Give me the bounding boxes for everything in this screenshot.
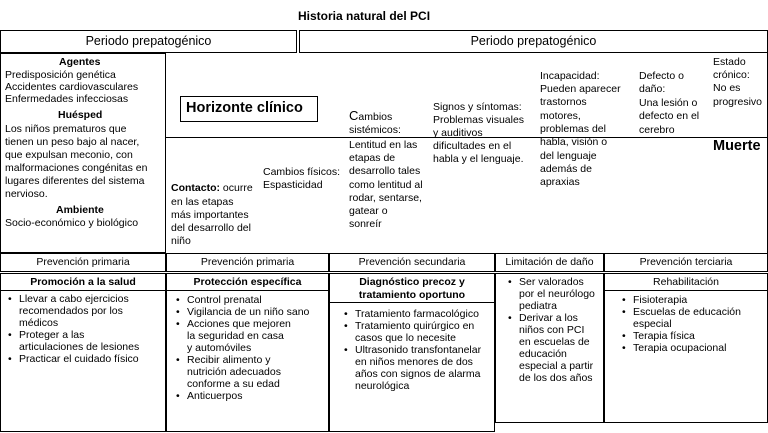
huesped-line: tienen un peso bajo al nacer, <box>5 136 140 148</box>
defecto-line: Defecto o <box>639 70 684 82</box>
contacto-line-first <box>171 182 253 194</box>
list-item: • Tratamiento quirúrgico en casos que lo necesite <box>355 320 494 344</box>
incapacidad-line: Pueden aparecer <box>540 83 621 95</box>
contacto-line: en las etapas <box>171 196 234 208</box>
ambiente-line: Socio-económico y biológico <box>5 217 139 229</box>
agentes-line: Enfermedades infecciosas <box>5 93 129 105</box>
signos-line: dificultades en el <box>433 140 512 152</box>
agentes-line: Accidentes cardiovasculares <box>5 81 139 93</box>
cambios-sistemicos-line: rodar, sentarse, <box>349 192 422 204</box>
list-item: • Tratamiento farmacológico <box>355 308 494 320</box>
contacto-line: más importantes <box>171 209 249 221</box>
promocion-header: Promoción a la salud <box>0 273 166 291</box>
defecto-line: defecto en el <box>639 110 700 122</box>
limitacion-list <box>504 276 604 384</box>
rehabilitacion-list <box>618 294 766 354</box>
list-item: • Recibir alimento y nutrición adecuados conforme a su edad <box>187 354 328 390</box>
list-item: • Derivar a los niños con PCI en escuelas de educación especial a partir de los dos años <box>519 312 604 384</box>
incapacidad-line: trastornos <box>540 96 587 108</box>
prevention-header-5: Prevención terciaria <box>604 253 768 272</box>
huesped-line: nervioso. <box>5 188 48 200</box>
header-prepathogenic-right: Periodo prepatogénico <box>299 30 768 53</box>
list-item: • Terapia física <box>633 330 766 342</box>
incapacidad-line: habla, visión o <box>540 136 608 148</box>
proteccion-header: Protección específica <box>166 273 329 291</box>
cambios-sistemicos-line: gatear o <box>349 205 388 217</box>
cambios-sistemicos-title-line2: sistémicos: <box>349 124 401 136</box>
contacto-line: niño <box>171 235 191 247</box>
incapacidad-line: motores, <box>540 110 581 122</box>
agentes-title: Agentes <box>59 56 101 68</box>
cambios-sistemicos-line: Lentitud en las <box>349 139 418 151</box>
cambios-sistemicos-line: como lentitud al <box>349 179 423 191</box>
horizon-label: Horizonte clínico <box>186 100 303 116</box>
ambiente-title: Ambiente <box>56 204 104 216</box>
incapacidad-line: apraxias <box>540 176 580 188</box>
header-prepathogenic-left: Periodo prepatogénico <box>0 30 297 53</box>
huesped-line: Los niños prematuros que <box>5 123 127 135</box>
cambios-sistemicos-line: sonreír <box>349 218 382 230</box>
contacto-first: ocurre <box>222 182 253 194</box>
estado-line: No es <box>713 82 741 94</box>
incapacidad-line: del lenguaje <box>540 150 597 162</box>
list-item: • Ultrasonido transfontanelar en niños menores de dos años con signos de alarma neurológica <box>355 344 494 392</box>
muerte-label: Muerte <box>713 138 761 154</box>
incapacidad-line: problemas del <box>540 123 606 135</box>
prevention-header-1: Prevención primaria <box>0 253 166 272</box>
promocion-list <box>4 293 164 365</box>
contacto-label: Contacto: <box>171 182 220 194</box>
cambios-sistemicos-line: etapas de <box>349 152 396 164</box>
list-item: • Terapia ocupacional <box>633 342 766 354</box>
agentes-line: Predisposición genética <box>5 69 116 81</box>
list-item: • Fisioterapia <box>633 294 766 306</box>
defecto-line: Una lesión o <box>639 97 698 109</box>
signos-line: Signos y síntomas: <box>433 101 522 113</box>
list-item: • Ser valorados por el neurólogo pediatra <box>519 276 604 312</box>
cambios-sistemicos-title: Cambios <box>349 108 393 123</box>
list-item: • Control prenatal <box>187 294 328 306</box>
list-item: • Acciones que mejoren la seguridad en casa y automóviles <box>187 318 328 354</box>
defecto-line: cerebro <box>639 124 675 136</box>
huesped-title: Huésped <box>58 109 103 121</box>
estado-line: progresivo <box>713 96 763 108</box>
cambios-sistemicos-line: desarrollo tales <box>349 165 421 177</box>
list-item: • Escuelas de educación especial <box>633 306 766 330</box>
prevention-header-2: Prevención primaria <box>166 253 329 272</box>
incapacidad-line: Incapacidad: <box>540 70 600 82</box>
huesped-line: que expulsan meconio, con <box>5 149 133 161</box>
cambios-fisicos-line: Espasticidad <box>263 179 323 191</box>
estado-line: crónico: <box>713 69 750 81</box>
list-item: • Practicar el cuidado físico <box>19 353 164 365</box>
signos-line: Problemas visuales <box>433 114 525 126</box>
huesped-line: lugares diferentes del sistema <box>5 175 145 187</box>
signos-line: y auditivos <box>433 127 483 139</box>
list-item: • Anticuerpos <box>187 390 328 402</box>
list-item: • Vigilancia de un niño sano <box>187 306 328 318</box>
cambios-fisicos-line: Cambios físicos: <box>263 166 341 178</box>
defecto-line: daño: <box>639 83 666 95</box>
list-item: • Llevar a cabo ejercicios recomendados por los médicos <box>19 293 164 329</box>
diagnostico-header: Diagnóstico precoz y tratamiento oportuno <box>329 273 495 303</box>
proteccion-list <box>172 294 328 402</box>
estado-line: Estado <box>713 56 746 68</box>
prevention-header-3: Prevención secundaria <box>329 253 495 272</box>
rehabilitacion-header: Rehabilitación <box>604 273 768 291</box>
incapacidad-line: además de <box>540 163 592 175</box>
contacto-line: del desarrollo del <box>171 222 251 234</box>
prevention-header-4: Limitación de daño <box>495 253 604 272</box>
huesped-line: malformaciones congénitas en <box>5 162 148 174</box>
list-item: • Proteger a las articulaciones de lesiones <box>19 329 164 353</box>
diagnostico-list <box>340 308 494 392</box>
signos-line: habla y el lenguaje. <box>433 153 524 165</box>
page-title: Historia natural del PCI <box>298 9 431 23</box>
